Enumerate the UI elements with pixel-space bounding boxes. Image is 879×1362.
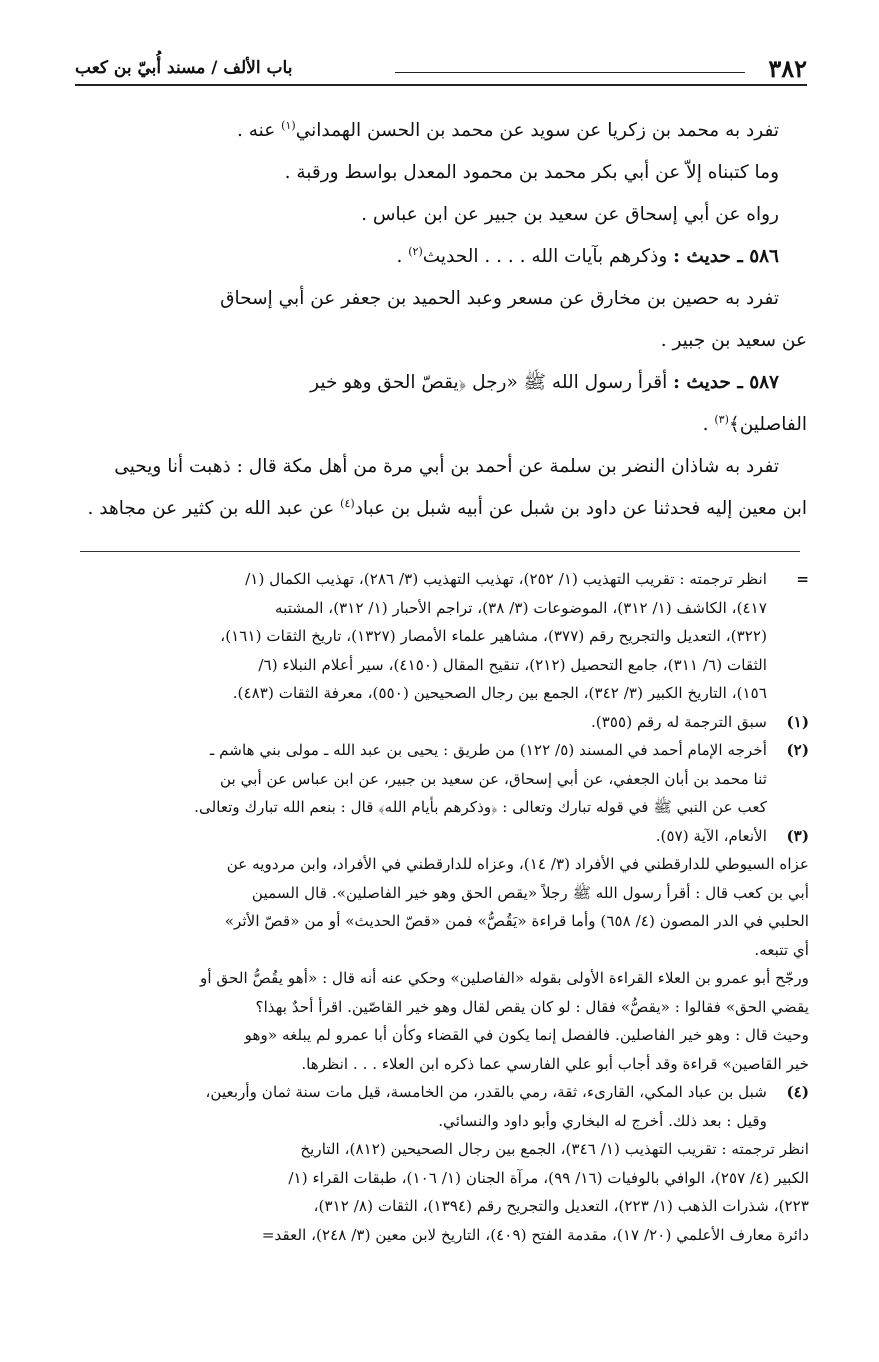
footnote-separator xyxy=(80,551,800,552)
line-text-tail: . xyxy=(396,246,409,267)
footnote-text: يقضي الحق» فقالوا : «يقصُّ» فقال : لو كان يقص لقال وهو خير القاصّين. اقرأ أحدٌ بهذا؟ xyxy=(255,997,809,1016)
footnote-text: ثنا محمد بن أبان الجعفي، عن أبي إسحاق، عن سعيد بن جبير، عن ابن عباس عن أبي بن xyxy=(219,769,767,788)
footnote-line xyxy=(75,1164,809,1193)
footnote-text: ورجّح أبو عمرو بن العلاء القراءة الأولى بقوله «الفاصلين» وحكي عنه أنه قال : «أهو يقُصُّ الحق أو xyxy=(200,969,809,987)
footnote-line xyxy=(75,850,809,879)
footnote-ref: (٤) xyxy=(340,496,355,510)
footnote-text: الكبير (٤/ ٢٥٧)، الوافي بالوفيات (١٦/ ٩٩)، مرآة الجنان (١/ ١٠٦)، طبقات القراء (١/ xyxy=(288,1168,809,1187)
page-header xyxy=(75,52,807,86)
footnote-text: (٣٢٢)، التعديل والتجريح رقم (٣٧٧)، مشاهير علماء الأمصار (١٣٢٧)، تاريخ الثقات (١٦١)، xyxy=(220,627,767,645)
footnote-line xyxy=(75,964,809,993)
footnote-marker: (٢) xyxy=(786,741,809,759)
line-text-tail: . xyxy=(702,414,715,435)
text-line xyxy=(75,236,807,278)
footnote-line xyxy=(75,651,809,680)
footnote-text: كعب عن النبي ﷺ في قوله تبارك وتعالى : ﴿وذكرهم بأيام الله﴾ قال : بنعم الله تبارك وتعالى. xyxy=(194,798,767,816)
footnote-text: وقيل : بعد ذلك. أخرج له البخاري وأبو داود والنسائي. xyxy=(438,1111,767,1130)
text-line xyxy=(75,320,807,362)
footnote-text: أبي بن كعب قال : أقرأ رسول الله ﷺ رجلاً «يقص الحق وهو خير الفاصلين». قال السمين xyxy=(251,883,809,902)
footnote-line xyxy=(75,565,809,594)
running-title: باب الألف / مسند أُبيّ بن كعب xyxy=(75,58,293,78)
footnote-marker: (١) xyxy=(786,712,809,731)
line-text: تفرد به شاذان النضر بن سلمة عن أحمد بن أبي مرة من أهل مكة قال : ذهبت أنا ويحيى xyxy=(114,456,779,477)
footnote-line xyxy=(75,708,809,737)
page-number: ٣٨٢ xyxy=(768,54,807,83)
text-line xyxy=(75,110,807,152)
footnote-ref: (٢) xyxy=(408,244,423,258)
line-text: وما كتبناه إلاّ عن أبي بكر محمد بن محمود المعدل بواسط ورقبة . xyxy=(284,162,779,183)
header-divider-line xyxy=(395,72,745,73)
footnote-text: سبق الترجمة له رقم (٣٥٥). xyxy=(590,712,767,731)
footnotes xyxy=(75,565,809,1249)
footnote-line xyxy=(75,1078,809,1107)
text-line xyxy=(75,404,807,446)
footnote-text: ٢٢٣)، شذرات الذهب (١/ ٢٢٣)، التعديل والتجريح رقم (١٣٩٤)، الثقات (٨/ ٣١٢)، xyxy=(313,1197,809,1215)
footnote-text: الحلبي في الدر المصون (٤/ ٦٥٨) وأما قراءة «يَقُصُّ» فمن «قصّ الحديث» أو من «قصّ الأثر» xyxy=(224,912,809,930)
footnote-text: الثقات (٦/ ٣١١)، جامع التحصيل (٢١٢)، تنقيح المقال (٤١٥٠)، سير أعلام النبلاء (٦/ xyxy=(258,655,767,674)
hadith-number: ٥٨٦ ـ حديث : xyxy=(673,246,779,267)
footnote-text: ١٥٦)، التاريخ الكبير (٣/ ٣٤٢)، الجمع بين رجال الصحيحين (٥٥٠)، معرفة الثقات (٤٨٣). xyxy=(232,684,767,702)
footnote-text: أخرجه الإمام أحمد في المسند (٥/ ١٢٢) من طريق : يحيى بن عبد الله ـ مولى بني هاشم ـ xyxy=(209,741,767,759)
text-line xyxy=(75,446,807,488)
footnote-ref: (١) xyxy=(281,118,296,132)
text-line xyxy=(75,488,807,530)
line-text: وذكرهم بآيات الله . . . . الحديث xyxy=(422,246,674,267)
line-text: رواه عن أبي إسحاق عن سعيد بن جبير عن ابن عباس . xyxy=(361,204,779,225)
text-line xyxy=(75,152,807,194)
text-line xyxy=(75,362,807,404)
footnote-text: ٤١٧)، الكاشف (١/ ٣١٢)، الموضوعات (٣/ ٣٨)، تراجم الأحبار (١/ ٣١٢)، المشتبه xyxy=(274,598,767,617)
line-text: تفرد به محمد بن زكريا عن سويد عن محمد بن الحسن الهمداني xyxy=(295,120,779,141)
footnote-text: انظر ترجمته : تقريب التهذيب (١/ ٢٥٢)، تهذيب التهذيب (٣/ ٢٨٦)، تهذيب الكمال (١/ xyxy=(245,570,767,588)
footnote-text: الأنعام، الآية (٥٧). xyxy=(655,826,767,845)
footnote-line xyxy=(75,936,809,965)
footnote-line xyxy=(75,594,809,623)
hadith-number: ٥٨٧ ـ حديث : xyxy=(673,372,779,393)
line-text-tail: عن عبد الله بن كثير عن مجاهد . xyxy=(87,498,341,519)
footnote-text: دائرة معارف الأعلمي (٢٠/ ١٧)، مقدمة الفتح (٤٠٩)، التاريخ لابن معين (٣/ ٢٤٨)، العقد= xyxy=(261,1225,809,1244)
footnote-line xyxy=(75,765,809,794)
line-text: أقرأ رسول الله ﷺ «رجل ﴿يقصّ الحق وهو خير xyxy=(310,372,674,393)
footnote-line xyxy=(75,1021,809,1050)
footnote-line xyxy=(75,1221,809,1250)
line-text-tail: عنه . xyxy=(236,120,282,141)
footnote-text: وحيث قال : وهو خير الفاصلين. فالفصل إنما يكون في القضاء وكأن أبا عمرو لم يبلغه «وهو xyxy=(244,1026,809,1044)
footnote-text: انظر ترجمته : تقريب التهذيب (١/ ٣٤٦)، الجمع بين رجال الصحيحين (٨١٢)، التاريخ xyxy=(300,1140,809,1158)
footnote-line xyxy=(75,1107,809,1136)
footnote-line xyxy=(75,679,809,708)
footnote-line xyxy=(75,736,809,765)
footnote-line xyxy=(75,1192,809,1221)
line-text: تفرد به حصين بن مخارق عن مسعر وعبد الحميد بن جعفر عن أبي إسحاق xyxy=(220,288,779,309)
footnote-line xyxy=(75,1050,809,1079)
line-text: عن سعيد بن جبير . xyxy=(660,330,807,351)
footnote-line xyxy=(75,1135,809,1164)
footnote-text: شبل بن عباد المكي، القارىء، ثقة، رمي بالقدر، من الخامسة، قيل مات سنة ثمان وأربعين، xyxy=(205,1083,767,1101)
footnote-text: خير القاصين» قراءة وقد أجاب أبو علي الفارسي عما ذكره ابن العلاء . . . انظرها. xyxy=(301,1054,809,1073)
main-text xyxy=(75,110,807,530)
text-line xyxy=(75,278,807,320)
line-text: ابن معين إليه فحدثنا عن داود بن شبل عن أبيه شبل بن عباد xyxy=(354,498,807,519)
footnote-line xyxy=(75,993,809,1022)
footnote-ref: (٣) xyxy=(714,412,729,426)
footnote-line xyxy=(75,879,809,908)
footnote-marker: = xyxy=(796,570,809,588)
footnote-line xyxy=(75,793,809,822)
footnote-marker: (٣) xyxy=(786,826,809,845)
header-rule xyxy=(75,84,807,86)
footnote-line xyxy=(75,822,809,851)
footnote-line xyxy=(75,907,809,936)
footnote-line xyxy=(75,622,809,651)
footnote-text: أي تتبعه. xyxy=(754,940,809,959)
text-line xyxy=(75,194,807,236)
line-text: الفاصلين﴾ xyxy=(728,414,807,435)
footnote-marker: (٤) xyxy=(786,1083,809,1101)
footnote-text: عزاه السيوطي للدارقطني في الأفراد (٣/ ١٤)، وعزاه للدارقطني في الأفراد، وابن مردويه عن xyxy=(226,855,809,873)
